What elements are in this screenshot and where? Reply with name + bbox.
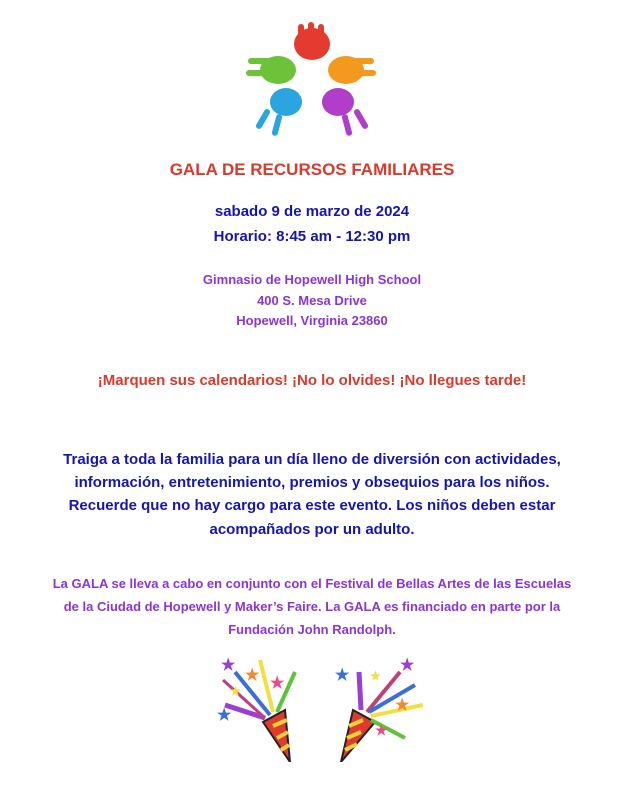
svg-text:★: ★ (245, 667, 260, 684)
svg-text:★: ★ (217, 707, 232, 724)
svg-text:★: ★ (270, 675, 285, 692)
svg-text:★: ★ (400, 657, 415, 674)
sponsor-note-line: de la Ciudad de Hopewell y Maker’s Faire. La GALA es financiado en parte por la (63, 599, 561, 614)
colorful-hands-logo-icon (246, 22, 378, 137)
description-line: información, entretenimiento, premios y obsequios para los niños. (74, 474, 550, 491)
event-title: GALA DE RECURSOS FAMILIARES (169, 160, 455, 179)
svg-text:★: ★ (375, 722, 388, 738)
svg-text:★: ★ (370, 669, 381, 683)
description-line: Recuerde que no hay cargo para este evento. Los niños deben estar (68, 497, 556, 514)
svg-text:★: ★ (230, 684, 241, 698)
reminder: ¡Marquen sus calendarios! ¡No lo olvides! ¡No llegues tarde! (97, 372, 527, 389)
svg-text:★: ★ (335, 667, 350, 684)
venue-name: Gimnasio de Hopewell High School (202, 272, 422, 287)
description-line: Traiga a toda la familia para un día lleno de diversión con actividades, (63, 451, 561, 468)
sponsor-note-line: Fundación John Randolph. (228, 622, 396, 637)
svg-text:★: ★ (395, 697, 410, 714)
venue-street: 400 S. Mesa Drive (257, 293, 367, 308)
venue-city: Hopewell, Virginia 23860 (236, 313, 388, 328)
party-popper-icon (335, 650, 425, 762)
event-time: Horario: 8:45 am - 12:30 pm (213, 228, 411, 245)
svg-text:★: ★ (221, 657, 236, 674)
event-date: sabado 9 de marzo de 2024 (214, 203, 410, 220)
sponsor-note-line: La GALA se lleva a cabo en conjunto con el Festival de Bellas Artes de las Escuelas (52, 576, 572, 591)
party-popper-icon (215, 650, 300, 762)
description-line: acompañados por un adulto. (209, 521, 415, 538)
